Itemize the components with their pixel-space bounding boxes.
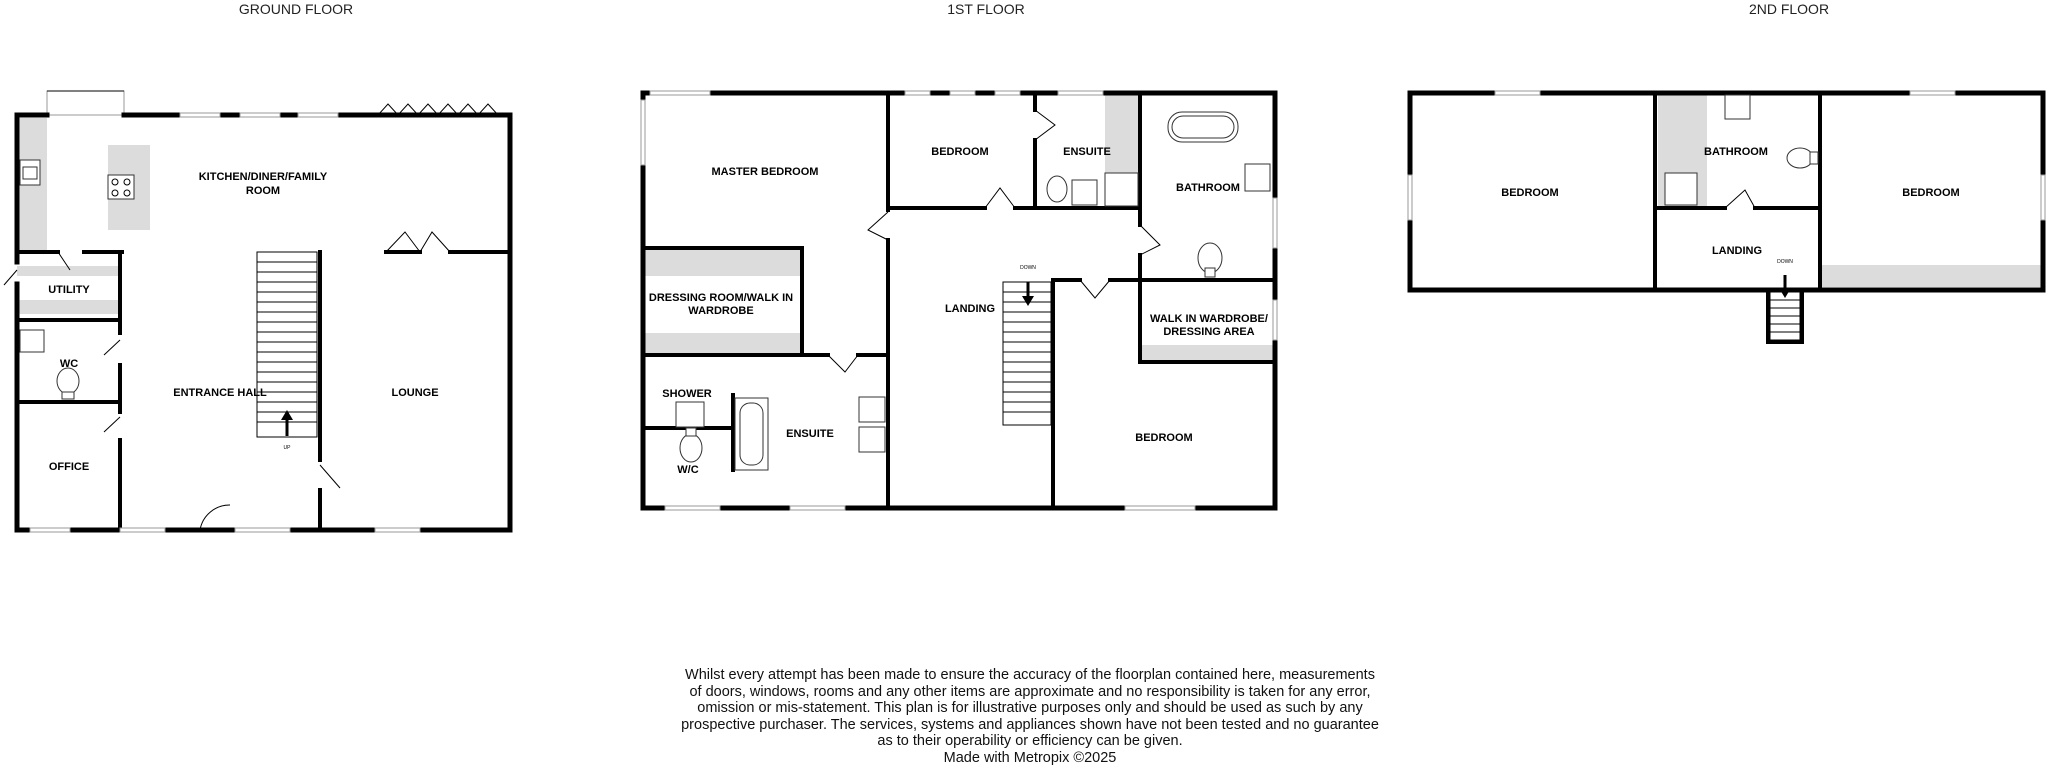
second-floor-title: 2ND FLOOR xyxy=(1748,1,1830,17)
ground-staircase xyxy=(257,252,317,451)
room-label-lounge: LOUNGE xyxy=(391,387,439,399)
first-staircase xyxy=(1003,265,1051,425)
room-label-dressing-room-line1: DRESSING ROOM/WALK IN xyxy=(648,292,794,304)
disclaimer xyxy=(650,667,1410,767)
toilet-icon-ensuite xyxy=(1047,176,1067,202)
room-label-entrance-hall: ENTRANCE HALL xyxy=(173,387,267,399)
room-label-master-bedroom: MASTER BEDROOM xyxy=(711,166,819,178)
first-floor-plan xyxy=(641,91,1277,510)
toilet-icon xyxy=(57,368,79,394)
disclaimer-line: as to their operability or efficiency can be given. xyxy=(877,733,1183,750)
basin-icon-ensuite-2 xyxy=(859,397,885,422)
room-label-bedroom-large: BEDROOM xyxy=(1135,432,1193,444)
disclaimer-line: omission or mis-statement. This plan is for illustrative purposes only and should be used as such by any xyxy=(697,700,1363,717)
ground-stair-up-label: UP xyxy=(283,445,291,451)
room-label-wc-first: W/C xyxy=(677,464,699,476)
room-label-walk-in-wardrobe-line2: DRESSING AREA xyxy=(1163,326,1255,338)
metropix-credit: Made with Metropix ©2025 xyxy=(943,749,1117,766)
basin-icon-ensuite xyxy=(1072,180,1097,205)
room-label-kitchen-line1: KITCHEN/DINER/FAMILY xyxy=(198,171,328,183)
room-label-ensuite-top: ENSUITE xyxy=(1063,146,1111,158)
second-staircase xyxy=(1770,259,1800,340)
room-label-utility: UTILITY xyxy=(48,284,90,296)
ground-floor-plan xyxy=(4,91,510,532)
room-label-bathroom: BATHROOM xyxy=(1176,182,1240,194)
room-label-dressing-room-line2: WARDROBE xyxy=(688,305,754,317)
toilet-icon xyxy=(1787,148,1813,168)
room-label-kitchen-line2: ROOM xyxy=(245,185,281,197)
basin-icon xyxy=(1725,95,1750,119)
second-stair-down-label: DOWN xyxy=(1777,259,1793,265)
basin-icon-ensuite-3 xyxy=(859,427,885,452)
disclaimer-line: Whilst every attempt has been made to ensure the accuracy of the floorplan contained here, measurements xyxy=(685,667,1375,683)
second-floor-plan xyxy=(1408,91,2045,342)
room-label-ensuite-bottom: ENSUITE xyxy=(786,428,834,440)
disclaimer-line: of doors, windows, rooms and any other items are approximate and no responsibility is taken for any error, xyxy=(689,683,1371,700)
room-label-landing: LANDING xyxy=(944,303,996,315)
first-floor-title: 1ST FLOOR xyxy=(947,1,1025,17)
basin-icon xyxy=(1245,164,1270,191)
room-label-office: OFFICE xyxy=(48,461,90,473)
toilet-icon-wc xyxy=(680,434,702,462)
room-label-bedroom-small: BEDROOM xyxy=(931,146,989,158)
room-label-bedroom-left: BEDROOM xyxy=(1501,187,1559,199)
room-label-bathroom-second: BATHROOM xyxy=(1704,146,1768,158)
ground-floor-title: GROUND FLOOR xyxy=(238,1,354,17)
basin-icon xyxy=(20,330,44,352)
shower-tray-icon-2 xyxy=(676,402,704,427)
hob-icon xyxy=(108,175,134,199)
room-label-wc: WC xyxy=(59,358,79,370)
room-label-landing-second: LANDING xyxy=(1711,245,1763,257)
room-label-bedroom-right: BEDROOM xyxy=(1902,187,1960,199)
disclaimer-line: prospective purchaser. The services, systems and appliances shown have not been tested and no guarantee xyxy=(681,716,1379,733)
shower-tray-icon xyxy=(1665,173,1697,205)
shower-tray-icon xyxy=(1105,173,1138,206)
first-stair-down-label: DOWN xyxy=(1020,265,1036,271)
room-label-walk-in-wardrobe-line1: WALK IN WARDROBE/ xyxy=(1150,313,1268,325)
room-label-shower: SHOWER xyxy=(662,388,712,400)
